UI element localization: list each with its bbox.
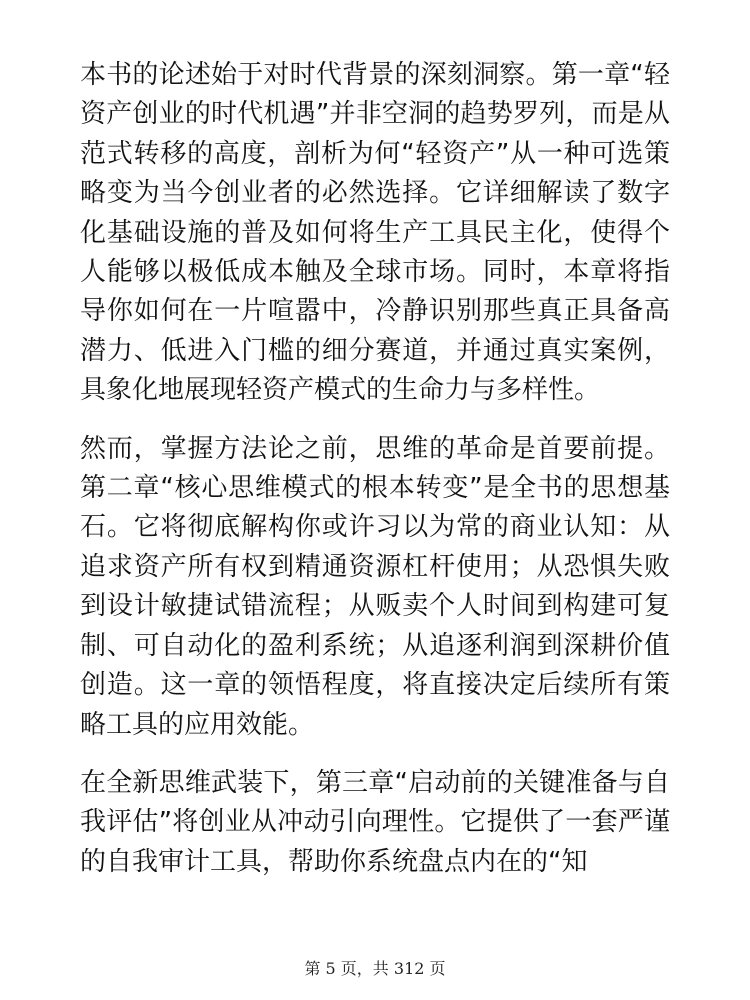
page-number-footer: 第 5 页，共 312 页 [304,959,446,978]
paragraph-1: 本书的论述始于对时代背景的深刻洞察。第一章“轻资产创业的时代机遇”并非空洞的趋势罗列，而是从范式转移的高度，剖析为何“轻资产”从一种可选策略变为当今创业者的必然选择。它详细解读了数字化基础设施的普及如何将生产工具民主化，使得个人能够以极低成本触及全球市场。同时，本章将指导你如何在一片喧嚣中，冷静识别那些真正具备高潜力、低进入门槛的细分赛道，并通过真实案例，具象化地展现轻资产模式的生命力与多样性。 [80,60,670,406]
body-text [80,56,670,882]
paragraph-2: 然而，掌握方法论之前，思维的革命是首要前提。第二章“核心思维模式的根本转变”是全书的思想基石。它将彻底解构你或许习以为常的商业认知：从追求资产所有权到精通资源杠杆使用；从恐惧失败到设计敏捷试错流程；从贩卖个人时间到构建可复制、可自动化的盈利系统；从追逐利润到深耕价值创造。这一章的领悟程度，将直接决定后续所有策略工具的应用效能。 [80,433,670,740]
paragraph-3: 在全新思维武装下，第三章“启动前的关键准备与自我评估”将创业从冲动引向理性。它提供了一套严谨的自我审计工具，帮助你系统盘点内在的“知 [80,767,670,877]
